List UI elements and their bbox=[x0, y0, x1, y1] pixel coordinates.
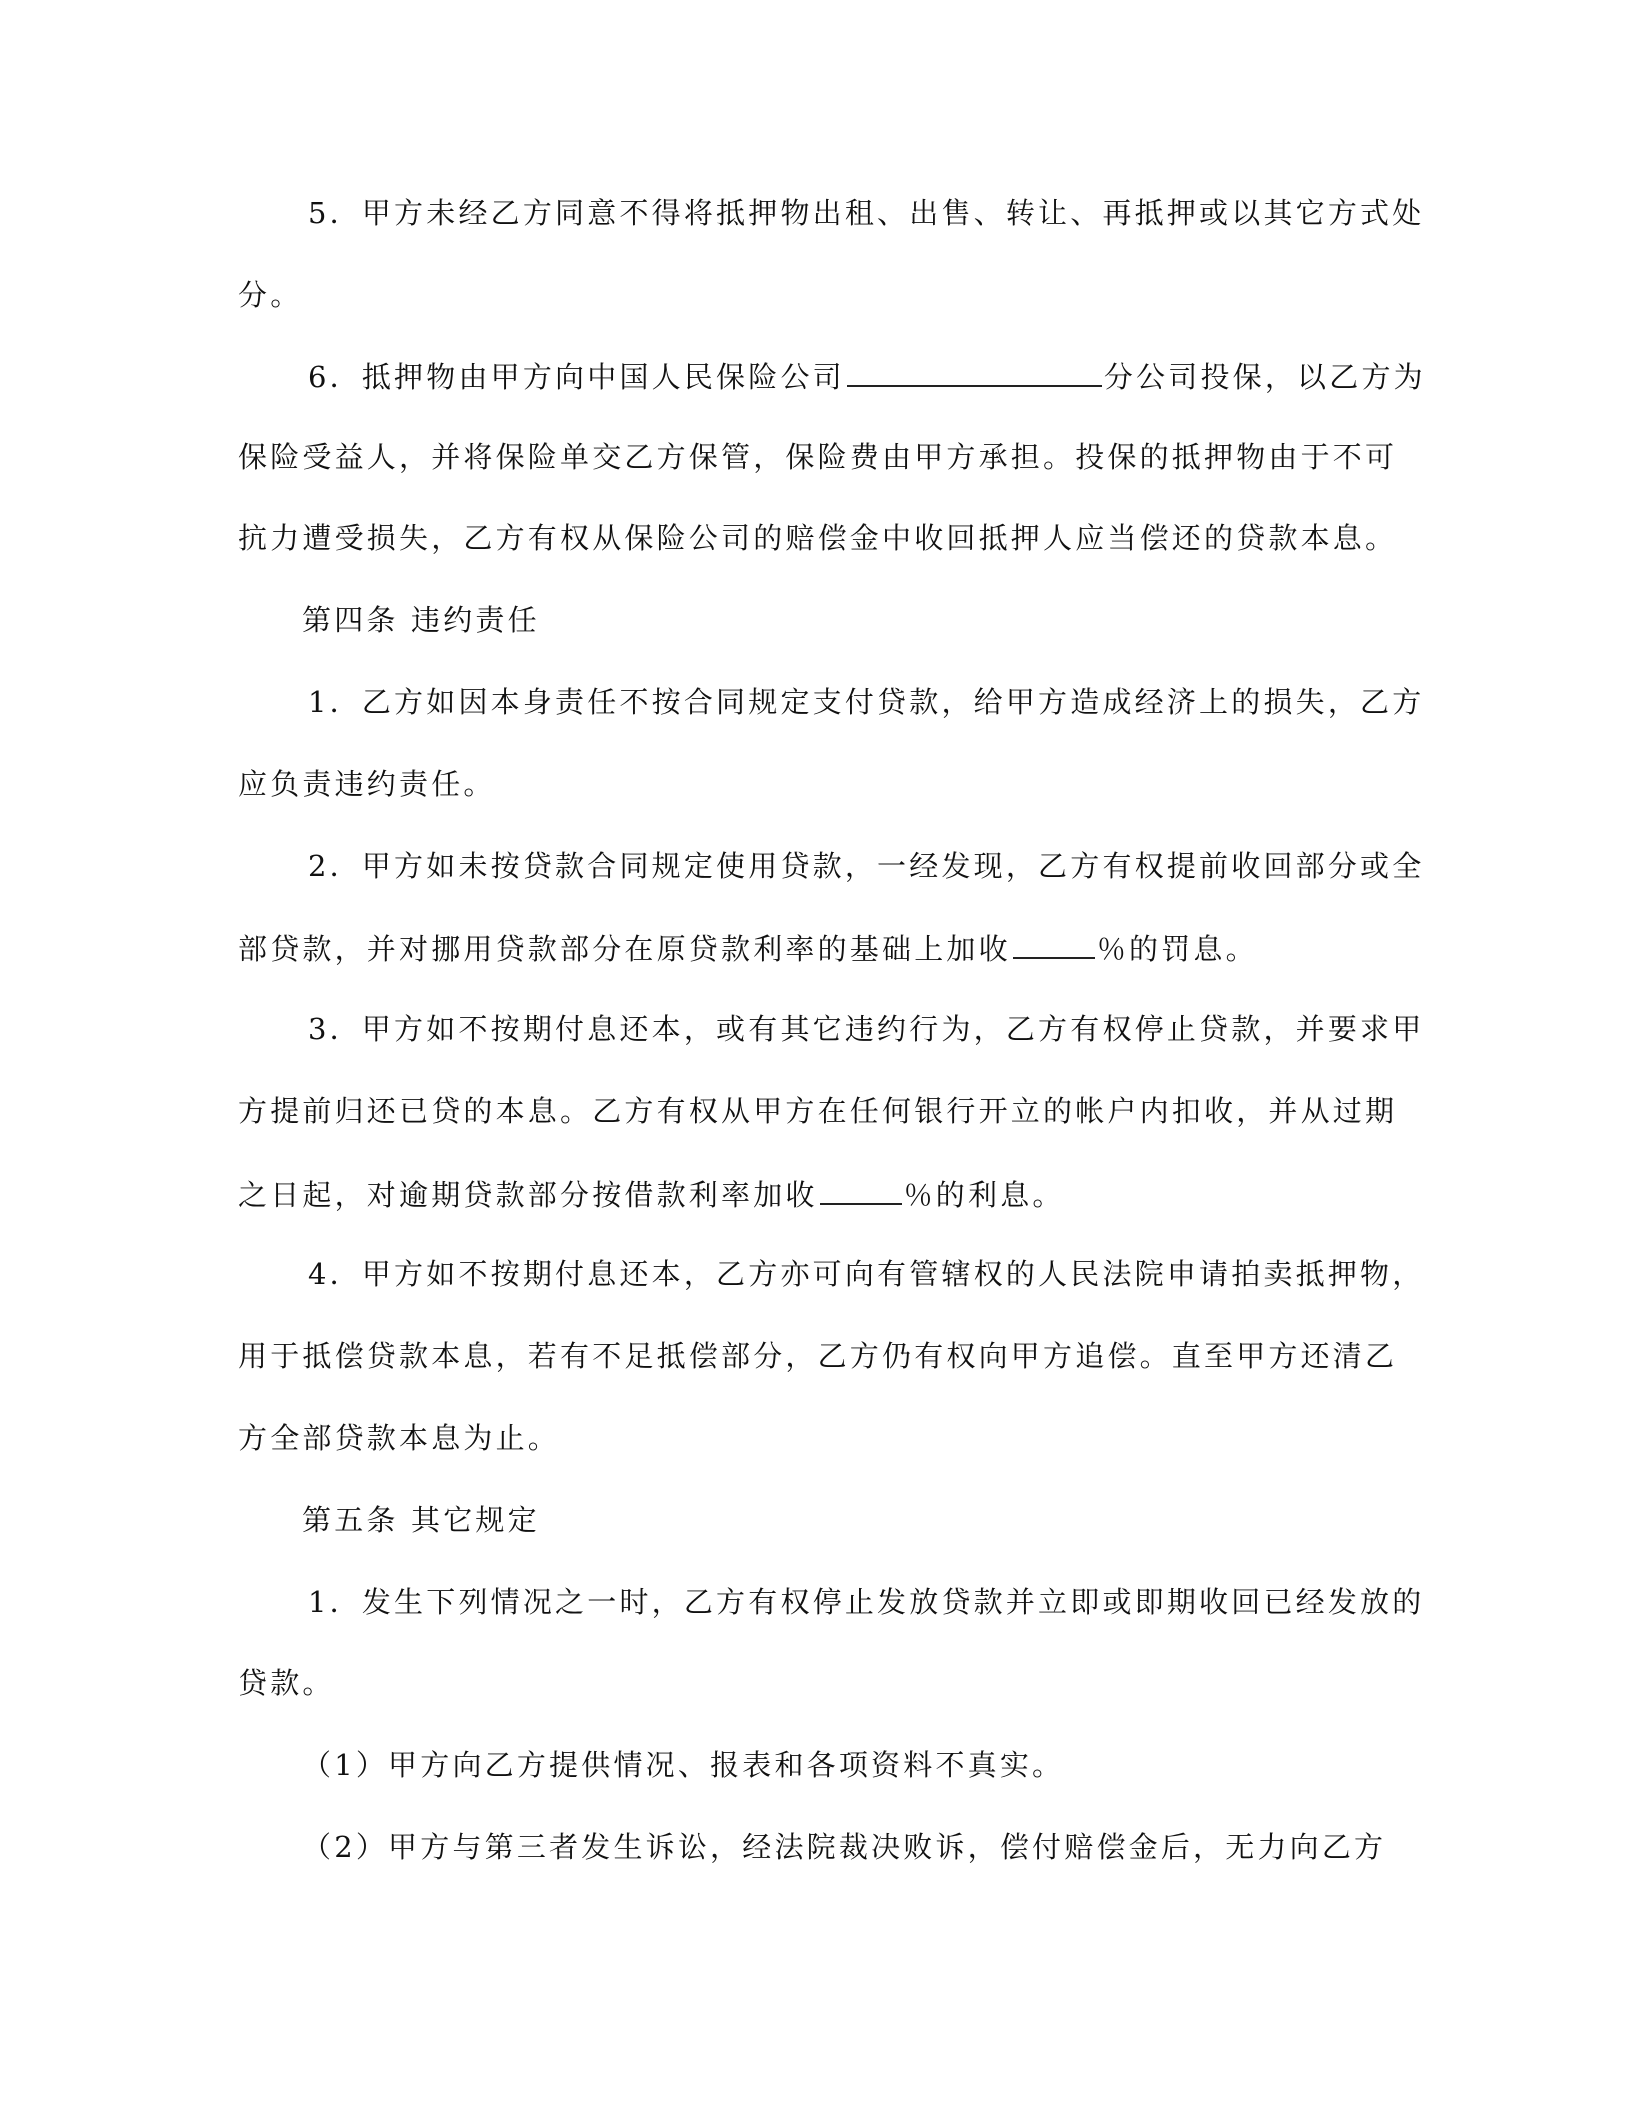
article-5-item-1-line-2: 贷款。 bbox=[238, 1666, 335, 1700]
clause-5-line-1: 5．甲方未经乙方同意不得将抵押物出租、出售、转让、再抵押或以其它方式处 bbox=[308, 196, 1425, 230]
article-4-item-1-line-2: 应负责违约责任。 bbox=[238, 767, 496, 801]
article-4-item-1-line-1: 1．乙方如因本身责任不按合同规定支付贷款，给甲方造成经济上的损失，乙方 bbox=[308, 685, 1425, 719]
clause-6-text-b: 分公司投保，以乙方为 bbox=[1103, 360, 1426, 394]
article-5-subitem-2: （2）甲方与第三者发生诉讼，经法院裁决败诉，偿付赔偿金后，无力向乙方 bbox=[302, 1830, 1387, 1864]
item-2-text-b: ％的罚息。 bbox=[1096, 932, 1258, 966]
clause-6-line-3: 抗力遭受损失，乙方有权从保险公司的赔偿金中收回抵押人应当偿还的贷款本息。 bbox=[238, 521, 1398, 555]
overdue-rate-blank bbox=[820, 1173, 902, 1205]
item-3-text-b: ％的利息。 bbox=[903, 1178, 1065, 1212]
clause-5-line-2: 分。 bbox=[238, 278, 303, 312]
article-5-subitem-1: （1）甲方向乙方提供情况、报表和各项资料不真实。 bbox=[302, 1748, 1065, 1782]
clause-6-line-1 bbox=[308, 355, 1426, 397]
article-4-item-4-line-1: 4．甲方如不按期付息还本，乙方亦可向有管辖权的人民法院申请拍卖抵押物， bbox=[308, 1257, 1425, 1291]
article-4-item-2-line-2 bbox=[238, 927, 1258, 969]
article-4-item-3-line-1: 3．甲方如不按期付息还本，或有其它违约行为，乙方有权停止贷款，并要求甲 bbox=[308, 1012, 1425, 1046]
clause-6-text-a: 6．抵押物由甲方向中国人民保险公司 bbox=[308, 360, 845, 394]
article-4-heading: 第四条 违约责任 bbox=[302, 603, 540, 637]
insurance-branch-blank bbox=[847, 355, 1102, 387]
penalty-rate-blank bbox=[1013, 927, 1095, 959]
article-5-heading: 第五条 其它规定 bbox=[302, 1503, 540, 1537]
article-4-item-3-line-2: 方提前归还已贷的本息。乙方有权从甲方在任何银行开立的帐户内扣收，并从过期 bbox=[238, 1094, 1398, 1128]
article-4-item-2-line-1: 2．甲方如未按贷款合同规定使用贷款，一经发现，乙方有权提前收回部分或全 bbox=[308, 849, 1425, 883]
article-4-item-3-line-3 bbox=[238, 1173, 1065, 1215]
clause-6-line-2: 保险受益人，并将保险单交乙方保管，保险费由甲方承担。投保的抵押物由于不可 bbox=[238, 440, 1398, 474]
article-4-item-4-line-2: 用于抵偿贷款本息，若有不足抵偿部分，乙方仍有权向甲方追偿。直至甲方还清乙 bbox=[238, 1339, 1398, 1373]
item-2-text-a: 部贷款，并对挪用贷款部分在原贷款利率的基础上加收 bbox=[238, 932, 1011, 966]
article-5-item-1-line-1: 1．发生下列情况之一时，乙方有权停止发放贷款并立即或即期收回已经发放的 bbox=[308, 1585, 1425, 1619]
item-3-text-a: 之日起，对逾期贷款部分按借款利率加收 bbox=[238, 1178, 818, 1212]
article-4-item-4-line-3: 方全部贷款本息为止。 bbox=[238, 1421, 561, 1455]
